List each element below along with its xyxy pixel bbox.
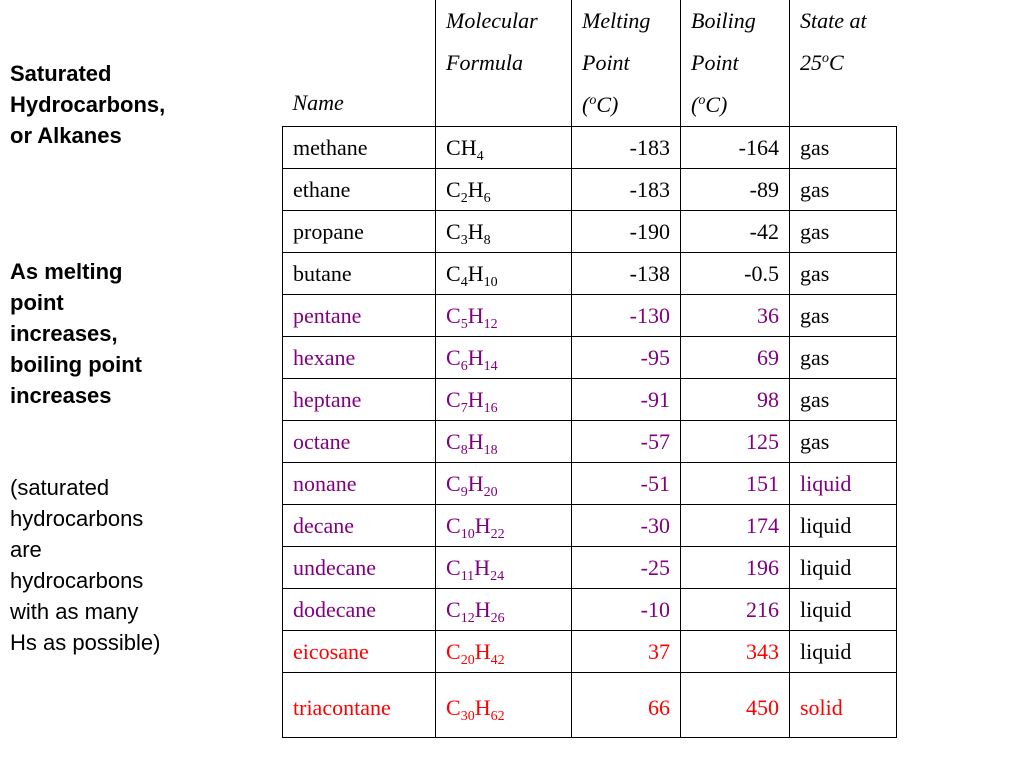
- header-melting-unit: ($^o$C): [582, 92, 619, 117]
- formula-h-count: 8: [483, 232, 491, 248]
- table-row: [283, 295, 897, 337]
- table-row: [283, 337, 897, 379]
- header-formula-line: Molecular: [446, 8, 538, 33]
- cell-name: dodecane: [283, 589, 436, 631]
- formula-c-count: 8: [460, 442, 468, 458]
- table-row: [283, 253, 897, 295]
- table-row: [283, 463, 897, 505]
- formula-c: C: [446, 512, 461, 538]
- formula-c: C: [446, 176, 461, 202]
- cell-state: liquid: [790, 547, 897, 589]
- formula-h: H: [474, 596, 491, 622]
- trend-note-line: point: [10, 290, 64, 315]
- cell-name: nonane: [283, 463, 436, 505]
- cell-state: gas: [790, 421, 897, 463]
- table-row: [283, 589, 897, 631]
- formula-c: C: [446, 554, 461, 580]
- formula-c: C: [446, 638, 461, 664]
- formula-c: C: [446, 344, 461, 370]
- cell-boiling: 450: [681, 673, 790, 738]
- formula-c-count: 9: [460, 484, 468, 500]
- formula-h-count: 22: [490, 526, 505, 542]
- formula-h-count: 6: [483, 190, 491, 206]
- formula-c-count: 11: [460, 568, 475, 584]
- formula-h-count: 42: [490, 652, 505, 668]
- formula-h-count: 20: [483, 484, 498, 500]
- cell-formula: [436, 589, 572, 631]
- cell-name: octane: [283, 421, 436, 463]
- cell-state: gas: [790, 337, 897, 379]
- cell-boiling: 216: [681, 589, 790, 631]
- cell-name: decane: [283, 505, 436, 547]
- cell-formula: [436, 421, 572, 463]
- cell-melting: -190: [572, 211, 681, 253]
- cell-melting: -57: [572, 421, 681, 463]
- cell-melting: -30: [572, 505, 681, 547]
- cell-boiling: -89: [681, 169, 790, 211]
- formula-h: H: [474, 695, 491, 720]
- header-melting-line: Melting: [582, 8, 651, 33]
- table-row: [283, 421, 897, 463]
- cell-formula: [436, 463, 572, 505]
- cell-state: gas: [790, 295, 897, 337]
- formula-c: C: [446, 386, 461, 412]
- trend-note-line: increases: [10, 383, 112, 408]
- formula-h-count: 10: [483, 274, 498, 290]
- cell-state: gas: [790, 379, 897, 421]
- alkanes-table: [282, 0, 897, 738]
- formula-h: H: [460, 134, 477, 160]
- cell-melting: -183: [572, 169, 681, 211]
- cell-name: undecane: [283, 547, 436, 589]
- formula-c-count: 12: [460, 610, 475, 626]
- formula-c: C: [446, 428, 461, 454]
- trend-note-line: increases,: [10, 321, 118, 346]
- table-row: [283, 379, 897, 421]
- formula-c: C: [446, 260, 461, 286]
- formula-c: C: [446, 218, 461, 244]
- cell-state: liquid: [790, 631, 897, 673]
- cell-formula: [436, 673, 572, 738]
- formula-h-count: 16: [483, 400, 498, 416]
- formula-h: H: [474, 638, 491, 664]
- table-row: [283, 169, 897, 211]
- formula-c: C: [446, 302, 461, 328]
- header-melting: [572, 0, 681, 127]
- cell-name: eicosane: [283, 631, 436, 673]
- formula-c-count: 10: [460, 526, 475, 542]
- cell-formula: [436, 295, 572, 337]
- cell-state: gas: [790, 169, 897, 211]
- formula-h: H: [467, 302, 484, 328]
- formula-h: H: [467, 428, 484, 454]
- header-state-temp: 25$^o$C: [800, 50, 844, 75]
- definition-note-line: (saturated: [10, 475, 110, 500]
- cell-name: ethane: [283, 169, 436, 211]
- formula-c-count: 30: [460, 709, 475, 724]
- cell-boiling: 125: [681, 421, 790, 463]
- formula-h: H: [467, 386, 484, 412]
- formula-h-count: 62: [490, 709, 505, 724]
- cell-state: liquid: [790, 505, 897, 547]
- formula-c-count: 6: [460, 358, 468, 374]
- cell-state: liquid: [790, 463, 897, 505]
- cell-state: solid: [790, 673, 897, 738]
- cell-melting: -183: [572, 127, 681, 169]
- cell-melting: -51: [572, 463, 681, 505]
- formula-h: H: [474, 554, 491, 580]
- cell-name: pentane: [283, 295, 436, 337]
- cell-melting: -91: [572, 379, 681, 421]
- alkanes-title: [10, 58, 200, 151]
- cell-melting: -138: [572, 253, 681, 295]
- definition-note-line: Hs as possible): [10, 630, 161, 655]
- cell-name: butane: [283, 253, 436, 295]
- cell-name: triacontane: [283, 673, 436, 738]
- cell-formula: [436, 169, 572, 211]
- cell-formula: [436, 211, 572, 253]
- table-row: [283, 673, 897, 738]
- definition-note-line: hydrocarbons: [10, 568, 144, 593]
- header-boiling-line: Point: [691, 50, 739, 75]
- cell-name: propane: [283, 211, 436, 253]
- cell-state: liquid: [790, 589, 897, 631]
- formula-h: H: [467, 260, 484, 286]
- formula-c-count: 20: [460, 652, 475, 668]
- formula-h: H: [467, 176, 484, 202]
- header-state-line: State at: [800, 8, 867, 33]
- cell-state: gas: [790, 211, 897, 253]
- definition-note: [10, 472, 200, 658]
- formula-c-count: 2: [460, 190, 468, 206]
- definition-note-line: with as many: [10, 599, 139, 624]
- cell-boiling: 36: [681, 295, 790, 337]
- formula-c-count: 4: [460, 274, 468, 290]
- formula-h: H: [467, 218, 484, 244]
- cell-formula: [436, 253, 572, 295]
- table-row: [283, 211, 897, 253]
- cell-name: hexane: [283, 337, 436, 379]
- cell-boiling: -0.5: [681, 253, 790, 295]
- cell-melting: -95: [572, 337, 681, 379]
- header-melting-line: Point: [582, 50, 630, 75]
- trend-note: [10, 256, 200, 411]
- cell-state: gas: [790, 127, 897, 169]
- cell-name: heptane: [283, 379, 436, 421]
- cell-name: methane: [283, 127, 436, 169]
- cell-formula: [436, 631, 572, 673]
- header-boiling: [681, 0, 790, 127]
- cell-boiling: 69: [681, 337, 790, 379]
- formula-h-count: 24: [490, 568, 505, 584]
- header-state: [790, 0, 897, 127]
- cell-melting: 66: [572, 673, 681, 738]
- formula-c: C: [446, 596, 461, 622]
- formula-h-count: 18: [483, 442, 498, 458]
- cell-boiling: -42: [681, 211, 790, 253]
- definition-note-line: are: [10, 537, 42, 562]
- trend-note-line: As melting: [10, 259, 123, 284]
- cell-boiling: 174: [681, 505, 790, 547]
- formula-c: C: [446, 695, 461, 720]
- header-formula-line: Formula: [446, 50, 523, 75]
- table-row: [283, 505, 897, 547]
- cell-melting: -130: [572, 295, 681, 337]
- cell-state: gas: [790, 253, 897, 295]
- formula-h-count: 12: [483, 316, 498, 332]
- cell-melting: -25: [572, 547, 681, 589]
- cell-boiling: 196: [681, 547, 790, 589]
- cell-formula: [436, 547, 572, 589]
- alkanes-title-line: Saturated: [10, 61, 112, 86]
- formula-c: C: [446, 470, 461, 496]
- formula-c-count: 5: [460, 316, 468, 332]
- table-row: [283, 547, 897, 589]
- table-row: [283, 631, 897, 673]
- cell-melting: -10: [572, 589, 681, 631]
- cell-formula: [436, 127, 572, 169]
- cell-boiling: 98: [681, 379, 790, 421]
- cell-boiling: 343: [681, 631, 790, 673]
- alkanes-title-line: or Alkanes: [10, 123, 122, 148]
- formula-c: C: [446, 134, 461, 160]
- table-header-row: [283, 0, 897, 127]
- header-boiling-unit: ($^o$C): [691, 92, 728, 117]
- alkanes-title-line: Hydrocarbons,: [10, 92, 166, 117]
- cell-formula: [436, 337, 572, 379]
- formula-h: H: [467, 470, 484, 496]
- formula-h-count: 26: [490, 610, 505, 626]
- cell-melting: 37: [572, 631, 681, 673]
- formula-h-count: 4: [476, 148, 484, 164]
- formula-h: H: [474, 512, 491, 538]
- formula-c-count: 7: [460, 400, 468, 416]
- cell-boiling: 151: [681, 463, 790, 505]
- header-boiling-line: Boiling: [691, 8, 756, 33]
- formula-h: H: [467, 344, 484, 370]
- definition-note-line: hydrocarbons: [10, 506, 144, 531]
- cell-formula: [436, 379, 572, 421]
- cell-formula: [436, 505, 572, 547]
- header-name: Name: [283, 0, 436, 127]
- formula-h-count: 14: [483, 358, 498, 374]
- formula-c-count: 3: [460, 232, 468, 248]
- trend-note-line: boiling point: [10, 352, 142, 377]
- cell-boiling: -164: [681, 127, 790, 169]
- table-row: [283, 127, 897, 169]
- header-formula: [436, 0, 572, 127]
